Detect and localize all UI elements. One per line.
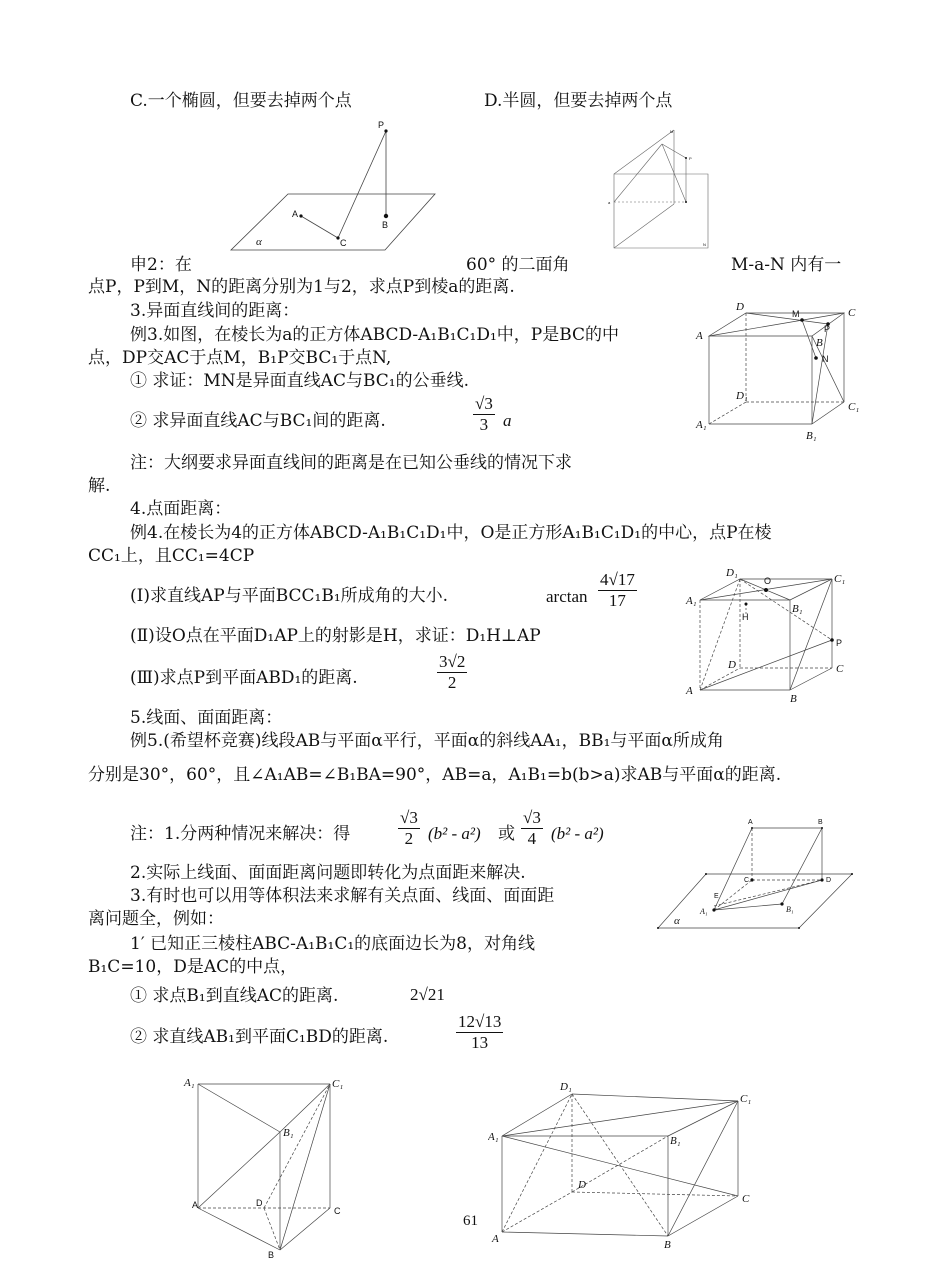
sec3-note2: 解.	[88, 476, 111, 496]
sec5-note-prefix: 注：1.分两种情况来解决：得	[130, 824, 351, 844]
label-B1: B₁	[283, 1127, 294, 1139]
label-D: D	[728, 659, 736, 671]
option-d: D.半圆，但要去掉两个点	[484, 91, 673, 111]
sec5-f2-expr: (b² - a²)	[551, 824, 604, 843]
ans-numerator: 12√13	[458, 1012, 502, 1031]
label-C: C	[742, 1193, 750, 1205]
ex4-q3: (Ⅲ)求点P到平面ABD₁的距离.	[130, 668, 358, 688]
label-B1: B₁	[792, 603, 803, 615]
label-D1: D₁	[726, 567, 738, 579]
label-M: M	[792, 309, 800, 319]
ex4-line1: 例4.在棱长为4的正方体ABCD-A₁B₁C₁D₁中，O是正方形A₁B₁C₁D₁的中心，点P在棱	[130, 523, 772, 543]
option-c: C.一个椭圆，但要去掉两个点	[130, 91, 352, 111]
ex3-line1: 例3.如图，在棱长为a的正方体ABCD-A₁B₁C₁D₁中，P是BC的中	[130, 325, 620, 345]
page-number: 61	[463, 1213, 478, 1229]
label-A: A	[192, 1200, 199, 1210]
label-N: N	[822, 354, 829, 364]
f2-denominator: 4	[527, 829, 537, 848]
label-B: B	[816, 337, 823, 349]
label-A1: A₁	[488, 1131, 499, 1143]
label-B: B	[268, 1250, 275, 1260]
label-A: A	[748, 819, 753, 826]
sec5-p1q2: ② 求直线AB₁到平面C₁BD的距离.	[130, 1027, 389, 1047]
label-P: P	[378, 120, 385, 130]
ex5-line1: 例5.(希望杯竞赛)线段AB与平面α平行，平面α的斜线AA₁，BB₁与平面α所成角	[130, 731, 724, 751]
label-A: A	[686, 685, 693, 697]
ans-denominator: 13	[471, 1033, 489, 1052]
ex3-answer-fraction	[473, 394, 495, 435]
sec5-f2	[521, 808, 543, 849]
label-P: P	[836, 638, 843, 648]
ex2-line1-c: M-a-N 内有一	[731, 255, 842, 275]
f1-numerator: √3	[400, 808, 418, 827]
label-B: B	[664, 1239, 671, 1251]
label-H: H	[742, 612, 749, 622]
ex4-q2: (Ⅱ)设O点在平面D₁AP上的射影是H，求证：D₁H⊥AP	[130, 626, 541, 646]
ex2-line2: 点P，P到M，N的距离分别为1与2，求点P到棱a的距离.	[88, 277, 515, 297]
ans-denominator: 2	[447, 673, 457, 692]
label-A: A	[492, 1233, 499, 1245]
ans-numerator: 3√2	[439, 652, 466, 671]
figure-point-plane	[228, 118, 443, 258]
f1-denominator: 2	[404, 829, 414, 848]
label-P: P	[824, 324, 831, 334]
ex4-line2: CC₁上，且CC₁=4CP	[88, 546, 255, 566]
sec5-p1a2-fraction	[456, 1012, 503, 1053]
ex3-q1: ① 求证：MN是异面直线AC与BC₁的公垂线.	[130, 371, 470, 391]
figure-dihedral-angle	[604, 124, 714, 254]
label-D: D	[826, 877, 832, 884]
ex3-line2: 点，DP交AC于点M，B₁P交BC₁于点N,	[88, 348, 392, 368]
label-A: A	[292, 209, 299, 219]
label-A1: A₁	[700, 907, 708, 916]
label-D: D	[256, 1198, 263, 1208]
sec3-note1: 注：大纲要求异面直线间的距离是在已知公垂线的情况下求	[130, 453, 572, 473]
label-C1: C₁	[332, 1078, 344, 1090]
label-C1: C₁	[834, 573, 846, 585]
label-D1: D₁	[736, 390, 748, 402]
figure-cube-bottom	[488, 1076, 760, 1251]
ex4-q1: (Ⅰ)求直线AP与平面BCC₁B₁所成角的大小.	[130, 586, 449, 606]
ex4-ans1-prefix: arctan	[546, 587, 588, 606]
label-E: E	[714, 893, 719, 900]
label-alpha: α	[256, 236, 262, 248]
label-A: A	[696, 330, 703, 342]
label-C: C	[340, 238, 347, 248]
label-A1: A₁	[696, 419, 707, 431]
sec5-f1-expr: (b² - a²)	[428, 824, 481, 843]
label-C1: C₁	[740, 1093, 752, 1105]
label-C: C	[848, 307, 856, 319]
label-N: N	[703, 242, 706, 247]
ex4-ans3-fraction	[437, 652, 467, 693]
sec4-title: 4.点面距离：	[130, 499, 232, 519]
ans-numerator: 4√17	[600, 570, 635, 589]
label-A1: A₁	[184, 1077, 195, 1089]
label-P: P	[689, 156, 692, 161]
label-B: B	[818, 819, 823, 826]
sec5-p1b: B₁C=10，D是AC的中点，	[88, 957, 298, 977]
label-C: C	[744, 877, 750, 884]
figure-cube-ex3	[692, 296, 862, 446]
ex4-ans1-fraction	[598, 570, 637, 611]
sec5-note2: 2.实际上线面、面面距离问题即转化为点面距来解决.	[130, 863, 526, 883]
ex3-answer-var: a	[503, 411, 512, 430]
label-C: C	[334, 1206, 341, 1216]
sec5-note3b: 离问题全，例如：	[88, 909, 224, 929]
figure-triangular-prism	[180, 1072, 350, 1262]
sec5-f1	[398, 808, 420, 849]
sec5-p1q1: ① 求点B₁到直线AC的距离.	[130, 986, 339, 1006]
label-B: B	[382, 220, 389, 230]
ex2-line1-b: 60° 的二面角	[466, 255, 570, 275]
label-alpha: α	[674, 915, 680, 927]
ans-numerator: √3	[475, 394, 493, 413]
ans-denominator: 3	[479, 415, 489, 434]
f2-numerator: √3	[523, 808, 541, 827]
ex2-line1-a: 申2：在	[130, 255, 192, 275]
label-C1: C₁	[848, 401, 860, 413]
label-B1: B₁	[786, 905, 794, 914]
label-B1: B₁	[670, 1135, 681, 1147]
ans-denominator: 17	[608, 591, 626, 610]
label-A1: A₁	[686, 595, 697, 607]
figure-cube-ex4	[682, 560, 857, 705]
ex5-line2: 分别是30°，60°，且∠A₁AB=∠B₁BA=90°，AB=a，A₁B₁=b(b>a)求AB与平面α的距离.	[88, 765, 782, 785]
sec5-title: 5.线面、面面距离：	[130, 708, 283, 728]
label-O: O	[764, 576, 772, 586]
sec5-p1a: 1′ 已知正三棱柱ABC-A₁B₁C₁的底面边长为8，对角线	[130, 934, 535, 954]
label-D: D	[736, 301, 744, 313]
ex3-q2: ② 求异面直线AC与BC₁间的距离.	[130, 411, 386, 431]
sec5-note3a: 3.有时也可以用等体积法来求解有关点面、线面、面面距	[130, 886, 555, 906]
label-B: B	[790, 693, 797, 705]
figure-line-plane	[652, 814, 857, 936]
sec5-or: 或	[498, 824, 515, 844]
label-C: C	[836, 663, 844, 675]
sec5-p1a1: 2√21	[410, 985, 445, 1004]
sec3-title: 3.异面直线间的距离：	[130, 301, 300, 321]
label-D1: D₁	[560, 1081, 572, 1093]
label-M: M	[670, 129, 674, 134]
label-B1: B₁	[806, 430, 817, 442]
label-D: D	[578, 1179, 586, 1191]
label-a: a	[608, 200, 611, 205]
